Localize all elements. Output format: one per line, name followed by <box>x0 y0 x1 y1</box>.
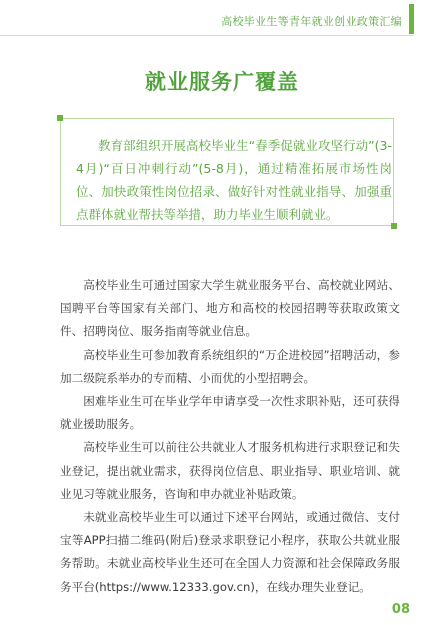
section-title: 就业服务广覆盖 <box>145 70 299 94</box>
running-header: 高校毕业生等青年就业创业政策汇编 <box>221 15 402 28</box>
paragraph-campus-recruitment: 高校毕业生可参加教育系统组织的“万企进校园”招聘活动，参加二级院系举办的专而精、小而优的小型招聘会。 <box>60 347 400 385</box>
paragraph-info-channels: 高校毕业生可通过国家大学生就业服务平台、高校就业网站、国聘平台等国家有关部门、地方和高校的校园招聘等获取政策文件、招聘岗位、服务指南等就业信息。 <box>60 278 400 339</box>
page-number: 08 <box>391 602 410 617</box>
paragraph-public-employment-services: 高校毕业生可以前往公共就业人才服务机构进行求职登记和失业登记，提出就业需求，获得岗位信息、职业指导、职业培训、就业见习等就业服务，咨询和申办就业补贴政策。 <box>60 440 400 501</box>
summary-text-content: 教育部组织开展高校毕业生“春季促就业攻坚行动”(3-4月)“百日冲刺行动”(5-8月)，通过精准拓展市场性岗位、加快政策性岗位招录、做好针对性就业指导、加强重点群体就业帮扶等举措，助力毕业生顺利就业。 <box>76 138 392 222</box>
header-accent-bar <box>409 4 414 34</box>
body-text <box>60 274 400 599</box>
summary-text <box>76 134 392 226</box>
paragraph-job-search-subsidy: 困难毕业生可在毕业学年申请享受一次性求职补贴，还可获得就业援助服务。 <box>60 394 400 432</box>
paragraph-online-registration: 未就业高校毕业生可以通过下述平台网站，或通过微信、支付宝等APP扫描二维码(附后)登录求职登记小程序，获取公共就业服务帮助。未就业高校毕业生还可在全国人力资源和社会保障政务服务平台(https://www.12333.gov.cn)，在线办理失业登记。 <box>60 510 400 594</box>
summary-box-corner-top-left <box>57 115 63 121</box>
header-divider <box>0 35 414 36</box>
